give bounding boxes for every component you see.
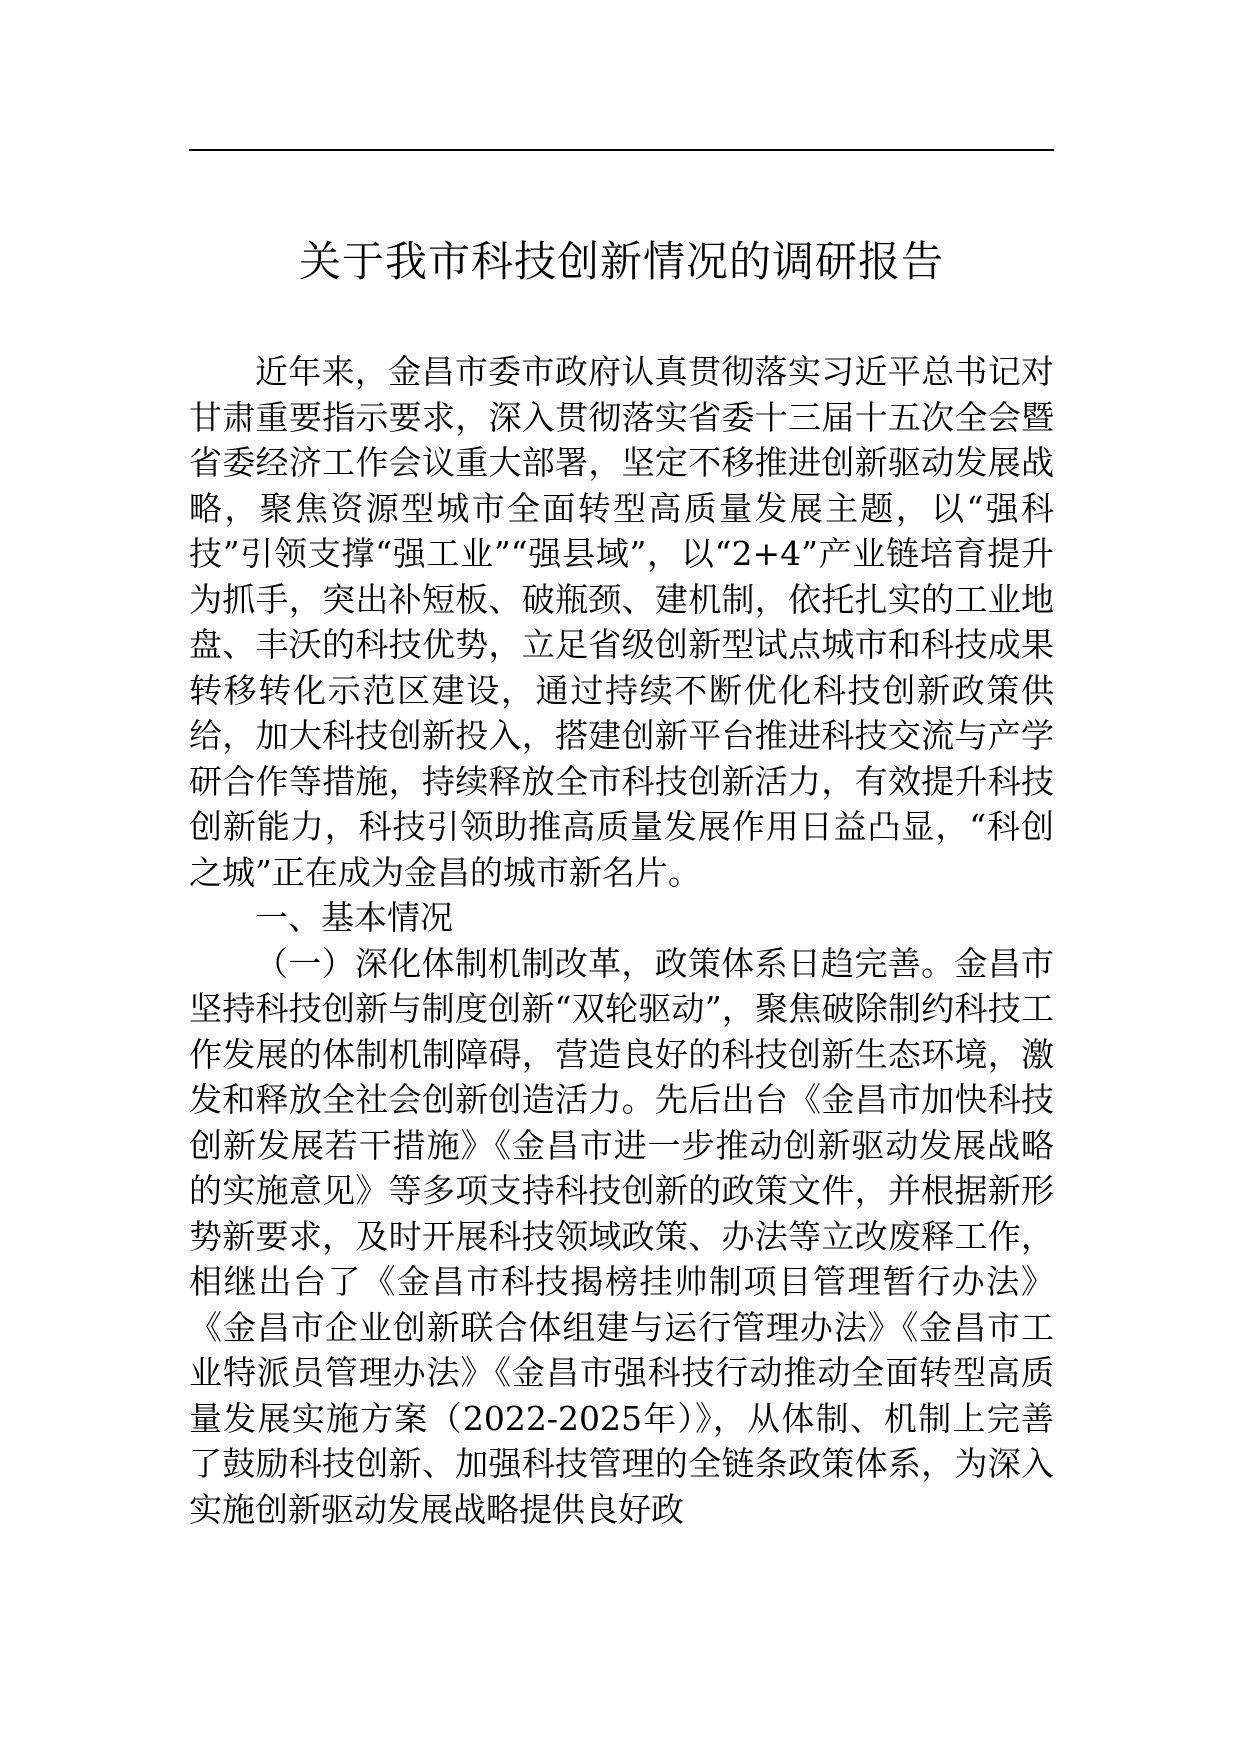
intro-paragraph: 近年来，金昌市委市政府认真贯彻落实习近平总书记对甘肃重要指示要求，深入贯彻落实省委十三届十五次全会暨省委经济工作会议重大部署，坚定不移推进创新驱动发展战略，聚焦资源型城市全面转型高质量发展主题，以“强科技”引领支撑“强工业”“强县域”，以“2+4”产业链培育提升为抓手，突出补短板、破瓶颈、建机制，依托扎实的工业地盘、丰沃的科技优势，立足省级创新型试点城市和科技成果转移转化示范区建设，通过持续不断优化科技创新政策供给，加大科技创新投入，搭建创新平台推进科技交流与产学研合作等措施，持续释放全市科技创新活力，有效提升科技创新能力，科技引领助推高质量发展作用日益凸显，“科创之城”正在成为金昌的城市新名片。 xyxy=(189,352,1054,892)
section-heading: 一、基本情况 xyxy=(255,898,453,937)
subsection-paragraph: （一）深化体制机制改革，政策体系日趋完善。金昌市坚持科技创新与制度创新“双轮驱动”，聚焦破除制约科技工作发展的体制机制障碍，营造良好的科技创新生态环境，激发和释放全社会创新创造活力。先后出台《金昌市加快科技创新发展若干措施》《金昌市进一步推动创新驱动发展战略的实施意见》等多项支持科技创新的政策文件，并根据新形势新要求，及时开展科技领域政策、办法等立改废释工作，相继出台了《金昌市科技揭榜挂帅制项目管理暂行办法》《金昌市企业创新联合体组建与运行管理办法》《金昌市工业特派员管理办法》《金昌市强科技行动推动全面转型高质量发展实施方案（2022-2025年）》，从体制、机制上完善了鼓励科技创新、加强科技管理的全链条政策体系，为深入实施创新驱动发展战略提供良好政 xyxy=(189,943,1054,1529)
document-title: 关于我市科技创新情况的调研报告 xyxy=(298,237,944,286)
header-rule xyxy=(189,149,1054,151)
document-body xyxy=(189,349,1054,1532)
